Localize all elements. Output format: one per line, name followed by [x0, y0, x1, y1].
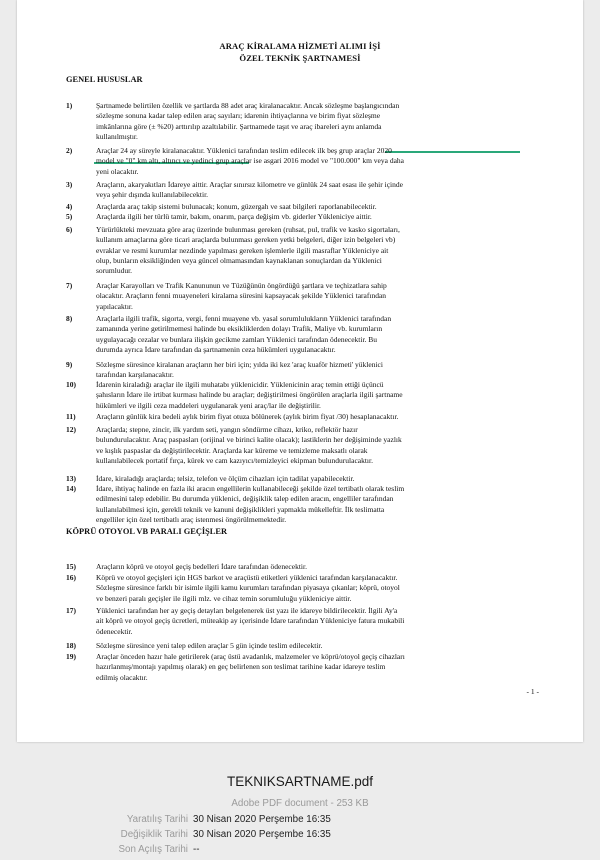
item-text-line: hazırlanmış/montajı yapılmış olarak) en geç belirlenen son teslimat tarihine kadar idareye teslim — [96, 662, 386, 672]
item-text-line: İdare, ihtiyaç halinde en fazla iki aracın engellilerin kullanabileceği şekilde özel tertibatlı olarak teslim — [96, 484, 405, 493]
item-text-line: durumda ayrıca İdare tarafından da şartnamenin ceza hükümleri uygulanacaktır. — [96, 344, 336, 354]
item-text — [96, 573, 540, 604]
item-text-line: hükümleri ve ilgili ceza maddeleri uygulanarak yeni araç/lar ile değiştirilir. — [96, 400, 321, 410]
item-text — [96, 641, 540, 651]
meta-key: Yaratılış Tarihi — [126, 814, 188, 825]
item-text-line: Sözleşme süresince kiralanan araçların her biri için; yılda iki kez 'araç kuaför hizmeti' yüklenici — [96, 360, 383, 369]
item-text-line: Araçlarda; stepne, zincir, ilk yardım seti, yangın söndürme cihazı, kriko, reflektör hazır — [96, 425, 358, 434]
item-number: 14) — [66, 484, 76, 493]
item-text-line: model ve "0" km altı, altıncı ve yedinci grup araçlar ise asgari 2016 model ve "100.000" km veya daha — [96, 156, 404, 166]
item-text — [96, 484, 540, 525]
item-text — [96, 606, 540, 637]
item-text — [96, 101, 540, 142]
item-text — [96, 380, 540, 411]
item-number: 3) — [66, 180, 73, 189]
item-text — [96, 562, 540, 572]
item-text — [96, 652, 540, 683]
meta-value: -- — [193, 844, 200, 855]
meta-key: Değişiklik Tarihi — [120, 829, 188, 840]
item-text-line: kullanılabilmesi için, gerekli teknik ve kanuni değişiklikleri yapmakla mükelleftir. İlk teslimatta — [96, 504, 385, 514]
item-number: 19) — [66, 652, 76, 661]
item-text — [96, 225, 540, 276]
item-text-line: evraklar ve resmi kurumlar nezdinde yapılması gereken işlemlerle ilgili masraflar Yükleniciye ait — [96, 245, 389, 255]
item-text-line: Şartnamede belirtilen özellik ve şartlarda 88 adet araç kiralanacaktır. Ancak sözleşme başlangıcından — [96, 101, 400, 110]
item-text — [96, 146, 540, 177]
item-text-line: uygulayacağı cezalar ve bunlara ilişkin gecikme zamları Yüklenici tarafından ödenecektir. Bu — [96, 334, 378, 344]
item-number: 9) — [66, 360, 73, 369]
item-number: 6) — [66, 225, 73, 234]
item-number: 8) — [66, 314, 73, 323]
item-text-line: İdarenin kiraladığı araçlar ile ilgili muhatabı yüklenicidir. Yüklenicinin araç temin ettiği üçüncü — [96, 380, 384, 389]
item-text-line: tarafından karşılanacaktır. — [96, 370, 174, 380]
item-text-line: bulundurulacaktır. Araç paspasları (orijinal ve birinci kalite olacak); lastiklerin her değişiminde yazlık — [96, 435, 402, 445]
doc-title-line1: ARAÇ KİRALAMA HİZMETİ ALIMI İŞİ — [219, 41, 381, 51]
item-text-line: Köprü ve otoyol geçişleri için HGS barkot ve araçüstü etiketleri yüklenici tarafından karşılanacaktır. — [96, 573, 398, 582]
item-number: 2) — [66, 146, 73, 155]
item-text-line: ödenecektir. — [96, 626, 133, 636]
item-number: 7) — [66, 281, 73, 290]
item-number: 15) — [66, 562, 76, 571]
item-text-line: edilmesini talep edebilir. Bu durumda yüklenici, değişiklik talep edilen aracın, engelliler tarafından — [96, 494, 394, 504]
item-text — [96, 212, 540, 222]
item-text-line: yapılacaktır. — [96, 301, 133, 311]
item-text-line: kullanılmıştır. — [96, 131, 138, 141]
meta-value: 30 Nisan 2020 Perşembe 16:35 — [193, 829, 331, 840]
item-text-line: Yürürlükteki mevzuata göre araç üzerinde bulunması gereken (ruhsat, pul, trafik ve kasko sigortaları, — [96, 225, 400, 234]
item-text-line: Araçların köprü ve otoyol geçiş bedelleri İdare tarafından ödenecektir. — [96, 562, 307, 571]
file-name: TEKNIKSARTNAME.pdf — [226, 774, 374, 789]
file-type-size: Adobe PDF document - 253 KB — [231, 798, 369, 809]
item-number: 12) — [66, 425, 76, 434]
meta-key: Son Açılış Tarihi — [118, 844, 188, 855]
item-text-line: Araçlarda ilgili her türlü tamir, bakım, onarım, parça değişim vb. giderler Yükleniciye aittir. — [96, 212, 372, 221]
item-text-line: İdare, kiraladığı araçlarda; telsiz, telefon ve ölçüm cihazları için tadilat yapabilecektir. — [96, 474, 355, 483]
item-text — [96, 180, 540, 201]
item-text-line: ait köprü ve otoyol geçiş ücretleri, müteakip ay içerisinde İdare tarafından Yükleniciye fatura mukabili — [96, 616, 405, 626]
item-number: 4) — [66, 202, 73, 211]
item-text-line: yeni olacaktır. — [96, 166, 139, 176]
item-text-line: Sözleşme süresince yeni talep edilen araçlar 5 gün içinde teslim edilecektir. — [96, 641, 323, 650]
item-text-line: kullanım amaçlarına göre ticari araçlarda bulunması gereken yetki belgeleri, diğer izin belgeleri vb) — [96, 235, 396, 245]
item-number: 16) — [66, 573, 76, 582]
item-text — [96, 314, 540, 355]
item-number: 10) — [66, 380, 76, 389]
item-text-line: Yüklenici tarafından her ay geçiş detayları belgelenerek üst yazı ile idareye bildirilecektir. İlgili Ay'a — [96, 606, 398, 615]
item-text-line: ve benzeri paralı geçişler ile ilgili mlz. ve cihaz temin sorumluluğu yükleniciye aittir. — [96, 593, 352, 603]
meta-value: 30 Nisan 2020 Perşembe 16:35 — [193, 814, 331, 825]
doc-title-line2: ÖZEL TEKNİK ŞARTNAMESİ — [239, 53, 361, 63]
item-text-line: Araçlar Karayolları ve Trafik Kanununun ve Tüzüğünün öngördüğü şartlara ve teçhizatlara sahip — [96, 281, 387, 290]
item-text-line: olacaktır. Araçların fenni muayeneleri kiralama süresini kapsayacak şekilde Yüklenici tarafından — [96, 291, 387, 301]
item-text-line: engelliler için özel tertibatlı araç istenmesi öngörülmemektedir. — [96, 514, 287, 524]
item-number: 18) — [66, 641, 76, 650]
item-number: 13) — [66, 474, 76, 483]
section-heading-general: GENEL HUSUSLAR — [66, 75, 143, 84]
item-text — [96, 425, 540, 466]
item-text-line: edilmiş olacaktır. — [96, 672, 148, 682]
item-text — [96, 281, 540, 312]
item-text-line: Araçların günlük kira bedeli aylık birim fiyat otuza bölünerek (aylık birim fiyat /30) hesaplanacaktır. — [96, 412, 399, 421]
item-text-line: olup, bunların eksikliğinden veya güncel olmamasından kaynaklanan sonuçlardan da Yüklenici — [96, 255, 382, 265]
section-heading-bridge-highway: KÖPRÜ OTOYOL VB PARALI GEÇİŞLER — [66, 527, 228, 536]
item-text-line: ve kışlık paspaslar da değiştirilecektir. Araçlarda kar küreme ve temizleme maksatlı olarak — [96, 445, 368, 455]
item-text — [96, 360, 540, 381]
item-text-line: Araçlarla ilgili trafik, sigorta, vergi, fenni muayene vb. yasal sorumlulukların Yüklenici tarafından — [96, 314, 392, 323]
item-number: 5) — [66, 212, 73, 221]
item-text-line: Araçların, akaryakıtları İdareye aittir. Araçlar sınırsız kilometre ve günlük 24 saat esası ile şehir içinde — [96, 180, 403, 189]
item-text — [96, 412, 540, 422]
item-text-line: sorumludur. — [96, 266, 133, 276]
item-text — [96, 202, 540, 212]
pdf-page-preview[interactable] — [17, 0, 583, 742]
item-text-line: imkânlarına göre (± %20) arttırılıp azaltılabilir. Şartnamede taşıt ve araç ibareleri aynı anlamda — [96, 121, 382, 131]
item-text-line: kullanılabilecek portatif fırça, kürek ve cam kazıyıcı/temizleyici ekipman bulundurulacaktır. — [96, 455, 373, 465]
item-text-line: zamanında yerine getirilmemesi halinde bu eksikliklerden dolayı Trafik, Maliye vb. kurumların — [96, 324, 383, 334]
item-text-line: Sözleşme süresince farklı bir isimle ilgili kamu kurumları tarafından piyasaya çıkanlar; köprü, otoyol — [96, 583, 400, 593]
item-text-line: Araçlarda araç takip sistemi bulunacak; konum, güzergah ve saat bilgileri raporlanabilecektir. — [96, 202, 377, 211]
item-number: 17) — [66, 606, 76, 615]
item-number: 11) — [66, 412, 76, 421]
item-text — [96, 474, 540, 484]
item-text-line: sözleşme sonuna kadar talep edilen araç sayıları; idarenin ihtiyaçlarına ve birim fiyat sözleşme — [96, 111, 381, 121]
item-text-line: Araçlar 24 ay süreyle kiralanacaktır. Yüklenici tarafından teslim edilecek ilk beş grup araçlar 2020 — [96, 146, 392, 155]
page-number: - 1 - — [526, 687, 539, 696]
item-number: 1) — [66, 101, 73, 110]
item-text-line: veya şehir dışında kullanılabilecektir. — [96, 190, 209, 200]
item-text-line: Araçlar önceden hazır hale getirilerek (araç üstü avadanlık, malzemeler ve köprü/otoyol geçiş cihazları — [96, 652, 405, 661]
item-text-line: şahısların İdare ile irtibat kurması halinde bu araçlar; değiştirilmesi öngörülen araçlarla ilgili şartname — [96, 390, 403, 400]
